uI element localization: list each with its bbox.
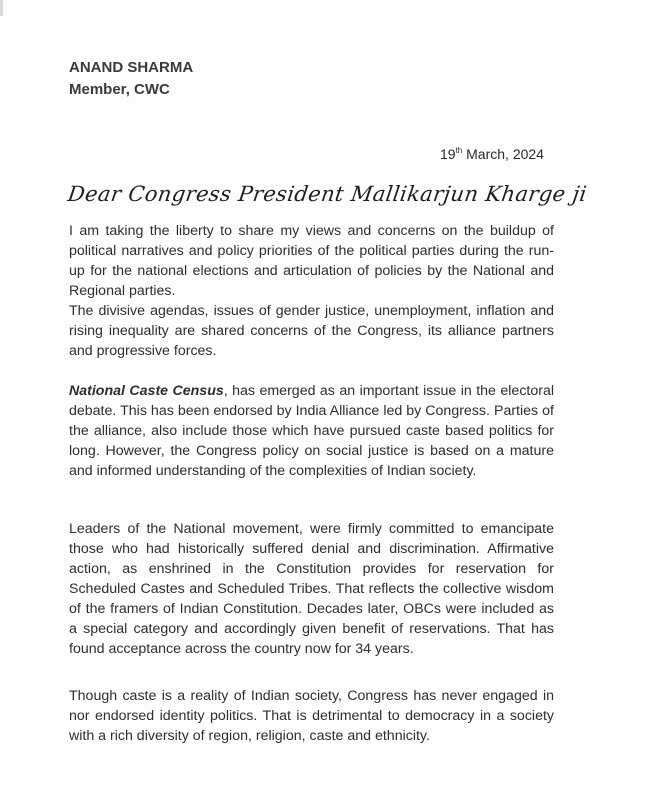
census-body: , has emerged as an important issue in the electoral debate. This has been endorsed by India Alliance led by Congress. Parties of the alliance, also include those which have pursued caste based politics for long. However, the Congress policy on social justice is based on a mature and informed understanding of the complexities of Indian society.: [69, 383, 555, 479]
letterhead: [69, 57, 193, 101]
scan-edge-artifact: [0, 0, 3, 16]
census-lead-phrase: National Caste Census: [69, 383, 224, 399]
sender-title: Member, CWC: [69, 81, 170, 98]
date-ordinal: th: [455, 146, 463, 155]
paragraph-intro-continued: The divisive agendas, issues of gender justice, unemployment, inflation and rising inequality are shared concerns of the Congress, its alliance partners and progressive forces.: [69, 303, 554, 359]
date-month-year: March, 2024: [462, 146, 544, 162]
paragraph-intro: I am taking the liberty to share my views and concerns on the buildup of political narratives and policy priorities of the political parties during the run-up for the national elections and articulation of policies by the National and Regional parties.: [69, 223, 554, 299]
paragraph-national-movement: Leaders of the National movement, were firmly committed to emancipate those who had historically suffered denial and discrimination. Affirmative action, as enshrined in the Constitution provides for reservation for Scheduled Castes and Scheduled Tribes. That reflects the collective wisdom of the framers of Indian Constitution. Decades later, OBCs were included as a special category and accordingly given benefit of reservations. That has found acceptance across the country now for 34 years.: [69, 521, 554, 657]
handwritten-salutation: Dear Congress President Mallikarjun Kharge ji: [66, 182, 589, 206]
sender-name: ANAND SHARMA: [69, 59, 194, 76]
paragraph-identity-politics: Though caste is a reality of Indian society, Congress has never engaged in nor endorsed identity politics. That is detrimental to democracy in a society with a rich diversity of region, religion, caste and ethnicity.: [69, 688, 554, 744]
letter-date: [440, 146, 544, 162]
date-day: 19: [440, 146, 456, 162]
paragraph-caste-census: [69, 381, 554, 481]
